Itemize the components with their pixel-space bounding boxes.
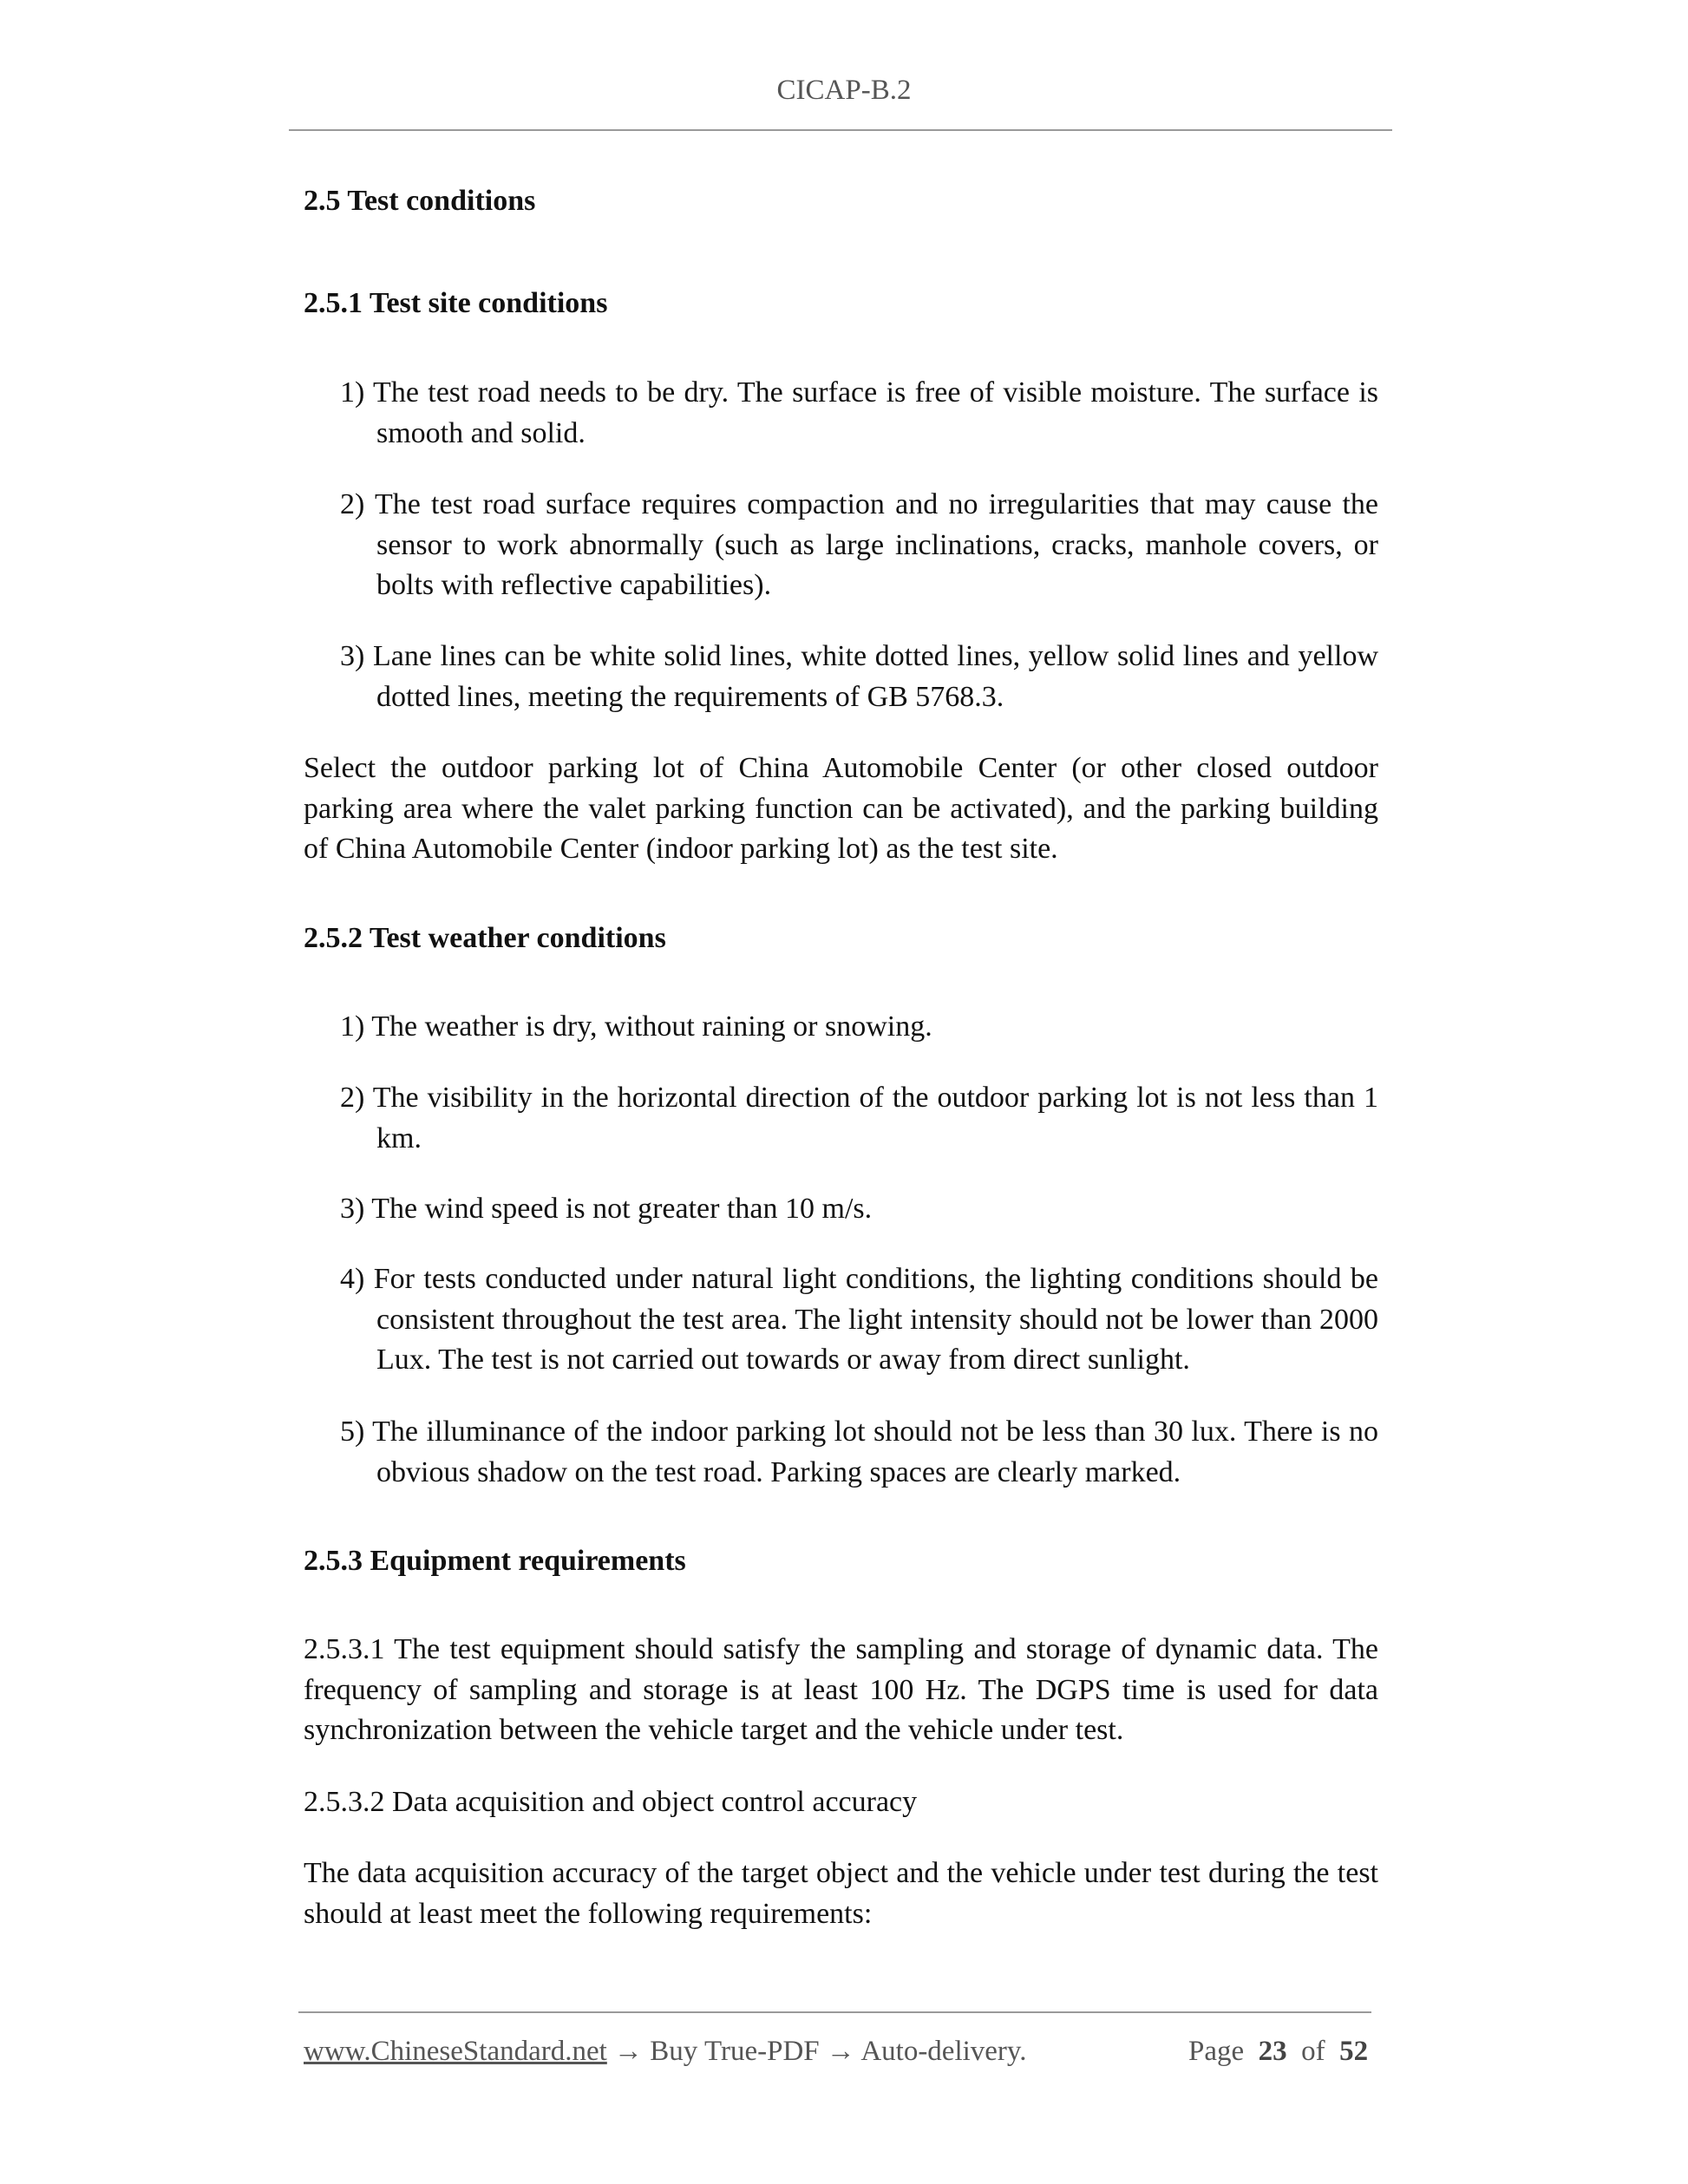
header-divider: [289, 129, 1392, 131]
page-label: Page: [1188, 2036, 1245, 2067]
heading-2-5: 2.5 Test conditions: [304, 185, 536, 217]
footer-divider: [298, 2011, 1371, 2013]
buy-text: Buy True-PDF: [650, 2036, 820, 2067]
list-item: 4) For tests conducted under natural light conditions, the lighting conditions should be consistent throughout the test area. The light intensity should not be lower than 2000 Lux. The test is not carried out towards or away from direct sunlight.: [340, 1263, 1378, 1376]
of-label: of: [1301, 2036, 1325, 2067]
list-item: 2) The test road surface requires compaction and no irregularities that may cause the sensor to work abnormally (such as large inclinations, cracks, manhole covers, or bolts with reflective capabilities).: [340, 488, 1378, 601]
arrow-icon: →: [826, 2036, 855, 2067]
paragraph-test-site: Select the outdoor parking lot of China Automobile Center (or other closed outdoor parking area where the valet parking function can be activated), and the parking building of China Automobile Center (indoor parking lot) as the test site.: [304, 752, 1378, 865]
current-page: 23: [1258, 2036, 1287, 2067]
footer-promo: [304, 2032, 1027, 2070]
delivery-text: Auto-delivery.: [860, 2036, 1027, 2067]
arrow-icon: →: [614, 2036, 644, 2067]
paragraph-2-5-3-2: 2.5.3.2 Data acquisition and object control accuracy: [304, 1786, 918, 1818]
list-item: 1) The test road needs to be dry. The surface is free of visible moisture. The surface is smooth and solid.: [340, 376, 1378, 449]
paragraph-accuracy-intro: The data acquisition accuracy of the target object and the vehicle under test during the test should at least meet the following requirements:: [304, 1857, 1378, 1930]
total-pages: 52: [1339, 2036, 1369, 2067]
website-link[interactable]: www.ChineseStandard.net: [304, 2036, 607, 2067]
list-item: 2) The visibility in the horizontal direction of the outdoor parking lot is not less than 1 km.: [340, 1082, 1378, 1154]
page-number: [1188, 2032, 1367, 2070]
list-item: 3) The wind speed is not greater than 10 m/s.: [340, 1193, 873, 1225]
heading-2-5-2: 2.5.2 Test weather conditions: [304, 922, 666, 954]
heading-2-5-3: 2.5.3 Equipment requirements: [304, 1545, 686, 1577]
list-item: 1) The weather is dry, without raining or snowing.: [340, 1010, 932, 1043]
running-header: CICAP-B.2: [776, 75, 912, 106]
list-item: 3) Lane lines can be white solid lines, white dotted lines, yellow solid lines and yellow dotted lines, meeting the requirements of GB 5768.3.: [340, 640, 1378, 713]
list-item: 5) The illuminance of the indoor parking lot should not be less than 30 lux. There is no obvious shadow on the test road. Parking spaces are clearly marked.: [340, 1416, 1378, 1488]
heading-2-5-1: 2.5.1 Test site conditions: [304, 287, 608, 319]
paragraph-2-5-3-1: 2.5.3.1 The test equipment should satisfy the sampling and storage of dynamic data. The frequency of sampling and storage is at least 100 Hz. The DGPS time is used for data synchronization between the vehicle target and the vehicle under test.: [304, 1633, 1378, 1746]
